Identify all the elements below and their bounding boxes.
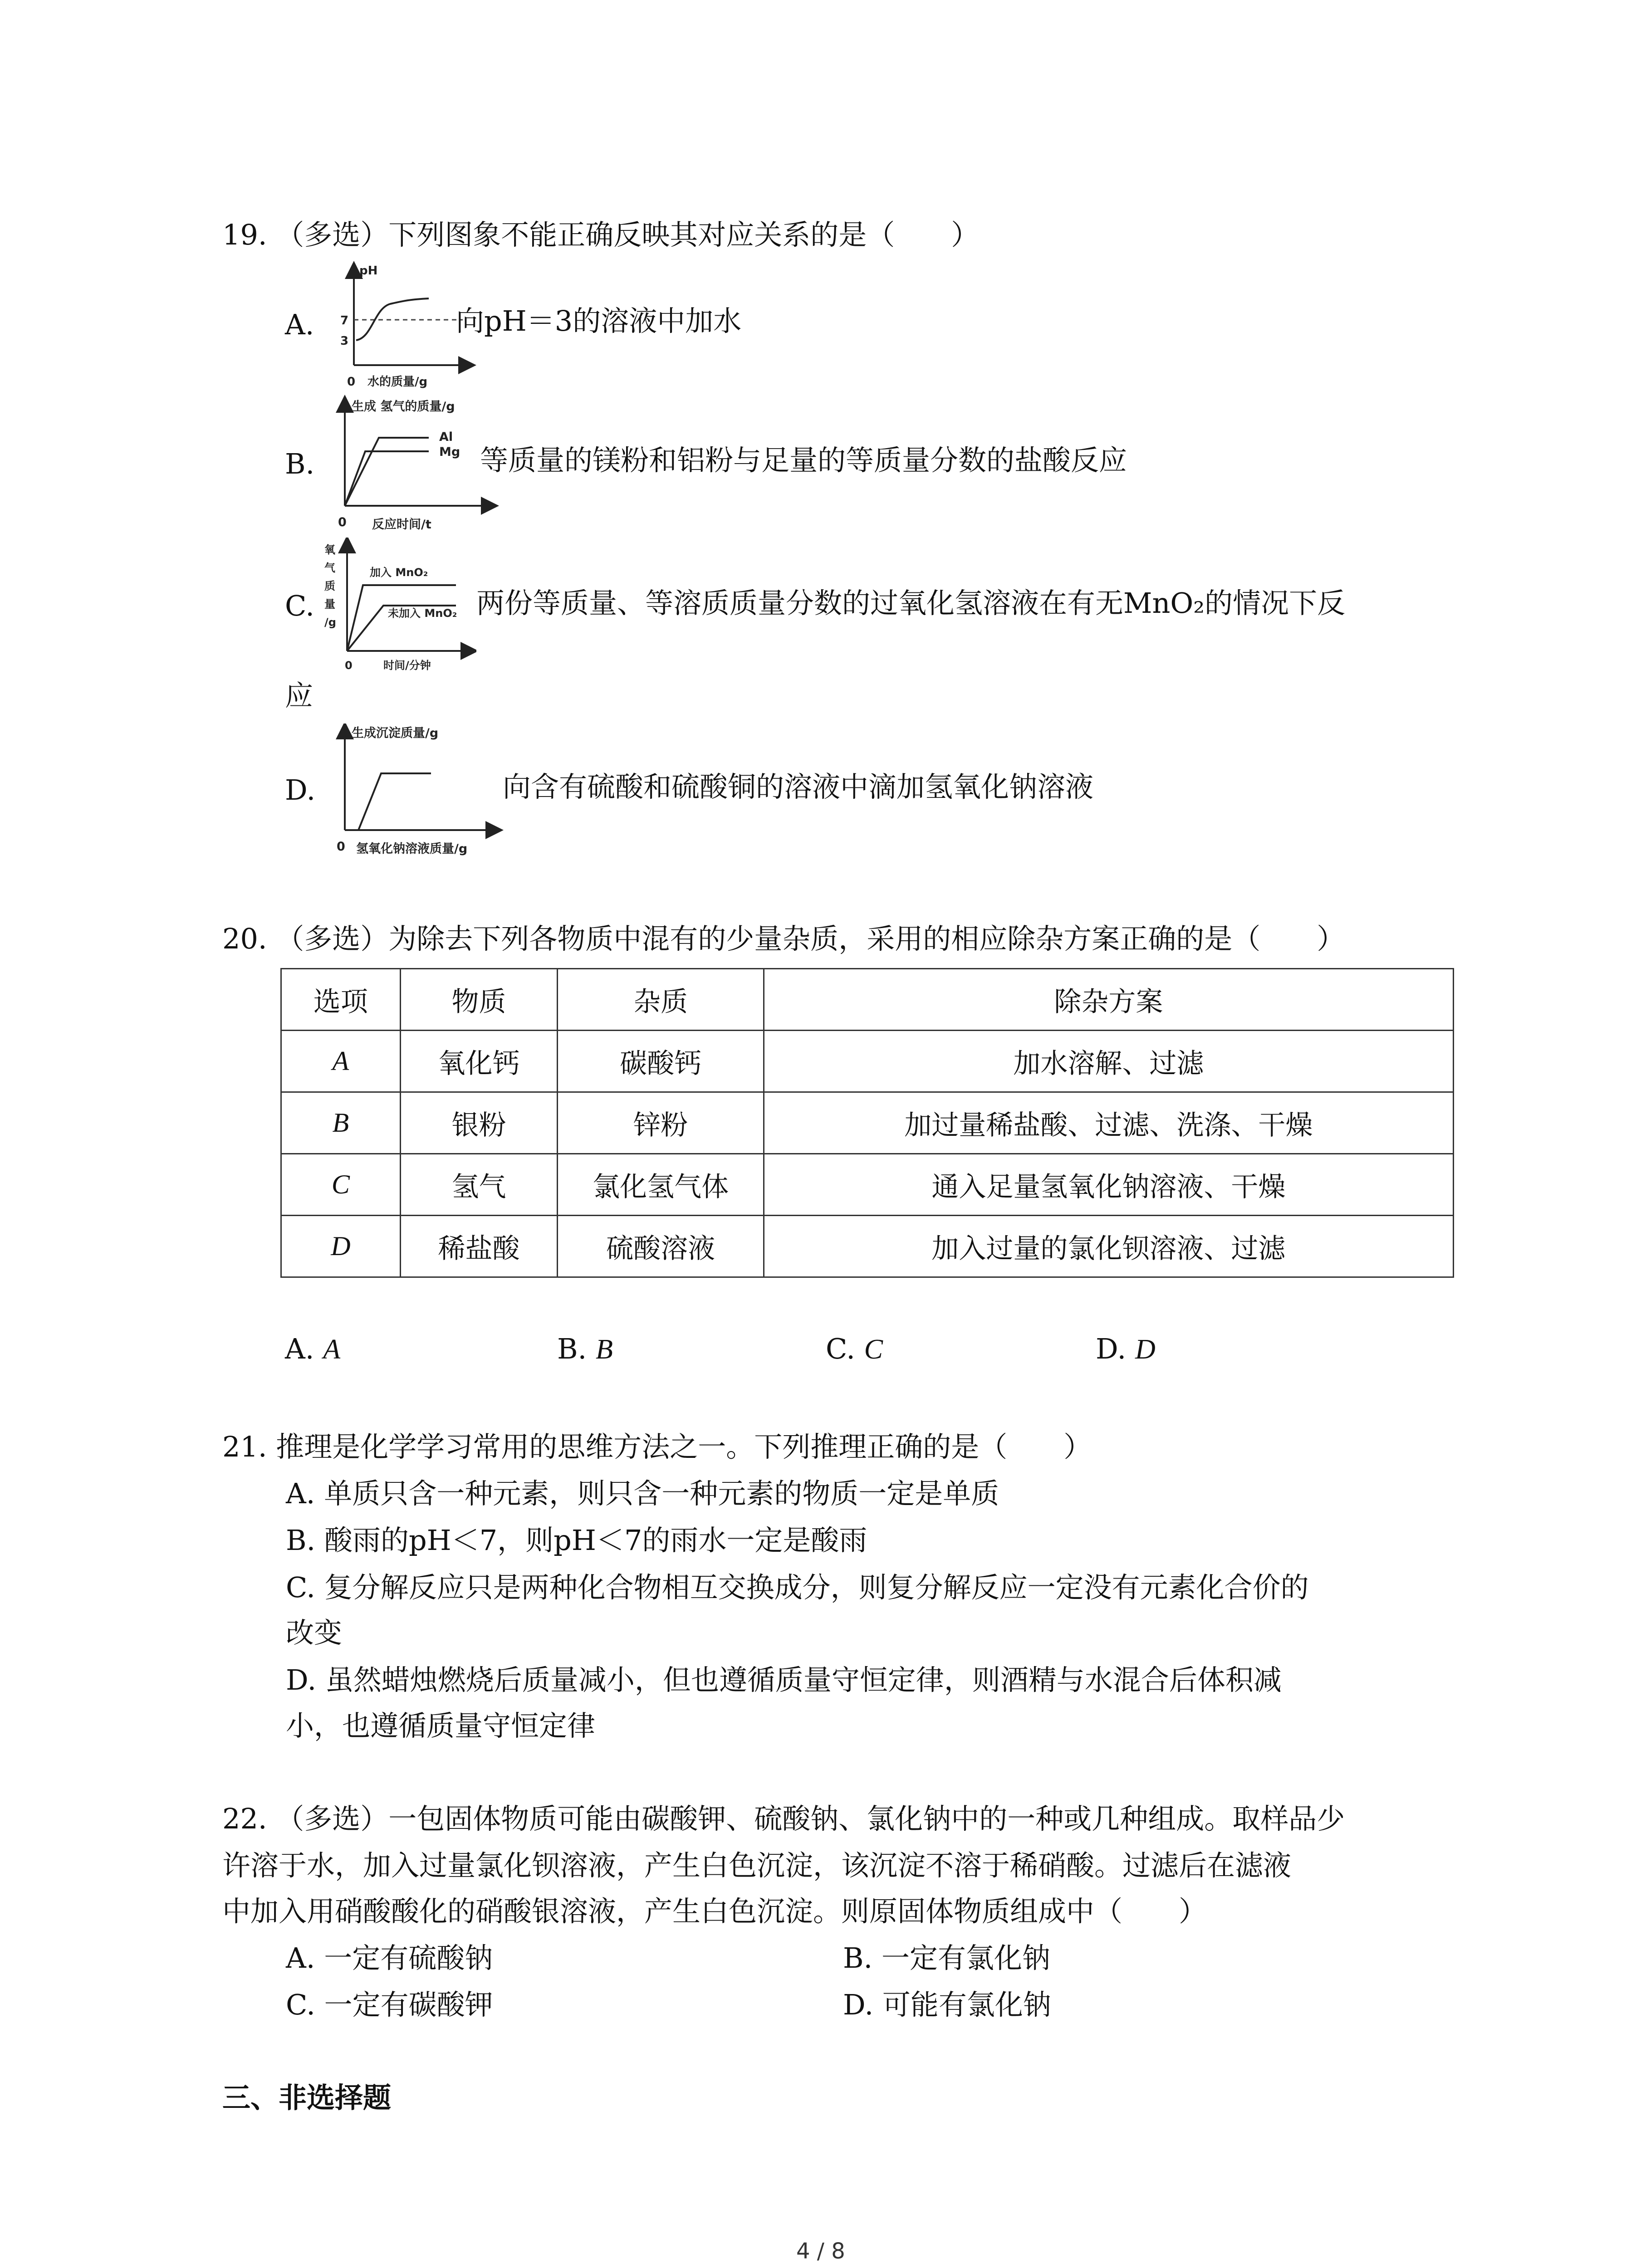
q19-option-b-label: B.: [285, 447, 315, 480]
q19-graph-a-ylabel: pH: [359, 264, 378, 278]
q20-row-d-option: D: [281, 1216, 401, 1277]
q19-graph-d-xlabel: 氢氧化钠溶液质量/g: [356, 842, 468, 856]
q20-header-impurity: 杂质: [558, 969, 764, 1031]
q20-row-c-impurity: 氯化氢气体: [558, 1154, 764, 1216]
q20-answer-d-label: D.: [1096, 1332, 1127, 1365]
q20-header-option: 选项: [281, 969, 401, 1031]
q19-graph-b-al: Al: [439, 430, 453, 444]
q19-graph-c-origin: 0: [345, 659, 353, 672]
q20-row-c-option: C: [281, 1154, 401, 1216]
q21-option-d-cont: 小，也遵循质量守恒定律: [286, 1709, 596, 1742]
q19-graph-d-ylabel: 生成沉淀质量/g: [352, 726, 439, 740]
q22-option-b[interactable]: B. 一定有氯化钠: [843, 1941, 1050, 1975]
q20-row-b-method: 加过量稀盐酸、过滤、洗涤、干燥: [764, 1092, 1453, 1154]
q19-option-b-text: 等质量的镁粉和铝粉与足量的等质量分数的盐酸反应: [480, 444, 1127, 477]
q22-option-d[interactable]: D. 可能有氯化钠: [843, 1988, 1051, 2021]
q20-stem: 20. （多选）为除去下列各物质中混有的少量杂质，采用的相应除杂方案正确的是（ ）: [222, 922, 1345, 955]
q20-table-header: [281, 969, 1454, 1031]
q20-row-a-substance: 氧化钙: [400, 1031, 558, 1092]
q21-option-d[interactable]: D. 虽然蜡烛燃烧后质量减小，但也遵循质量守恒定律，则酒精与水混合后体积减: [286, 1663, 1282, 1696]
q20-answer-a-label: A.: [285, 1332, 314, 1365]
q19-graph-a-origin: 0: [347, 375, 356, 389]
q22-option-a[interactable]: A. 一定有硫酸钠: [286, 1941, 493, 1975]
q22-stem-line3: 中加入用硝酸酸化的硝酸银溶液，产生白色沉淀。则原固体物质组成中（ ）: [222, 1895, 1207, 1928]
q20-row-c-substance: 氢气: [400, 1154, 558, 1216]
q19-graph-c-ylabel-2: 质: [324, 580, 335, 592]
q19-graph-b-xlabel: 反应时间/t: [372, 518, 431, 532]
q22-stem-line1: 22. （多选）一包固体物质可能由碳酸钾、硫酸钠、氯化钠中的一种或几种组成。取样品少: [222, 1802, 1345, 1835]
q19-graph-c-xlabel: 时间/分钟: [383, 659, 431, 672]
q20-answer-c[interactable]: [826, 1331, 883, 1368]
q19-option-d-text: 向含有硫酸和硫酸铜的溶液中滴加氢氧化钠溶液: [503, 770, 1094, 803]
q19-graph-c: [320, 538, 476, 676]
q19-graph-b-origin: 0: [338, 515, 347, 529]
q19-graph-c-ylabel-0: 氧: [324, 543, 335, 556]
q20-row-a-option: A: [281, 1031, 401, 1092]
q19-option-a-text: 向pH＝3的溶液中加水: [456, 304, 742, 337]
q19-graph-d: [331, 723, 508, 860]
q19-graph-c-line2: 未加入 MnO₂: [388, 607, 457, 620]
page-number: 4 / 8: [796, 2239, 845, 2264]
q19-graph-b-ylabel: 生成 氢气的质量/g: [352, 400, 455, 414]
q19-option-c-text: 两份等质量、等溶质质量分数的过氧化氢溶液在有无MnO₂的情况下反: [476, 587, 1346, 620]
q20-row-a-impurity: 碳酸钙: [558, 1031, 764, 1092]
q20-row-d-impurity: 硫酸溶液: [558, 1216, 764, 1277]
section-title: 三、非选择题: [222, 2081, 392, 2114]
q21-option-c-cont: 改变: [286, 1616, 343, 1649]
q19-graph-a-tick7: 7: [340, 314, 349, 327]
q19-stem: 19. （多选）下列图象不能正确反映其对应关系的是（ ）: [222, 218, 980, 251]
q20-answer-b[interactable]: [557, 1331, 613, 1368]
q19-graph-b-line-mg: [345, 451, 429, 506]
q19-graph-c-ylabel-4: /g: [324, 616, 336, 629]
q21-stem: 21. 推理是化学学习常用的思维方法之一。下列推理正确的是（ ）: [222, 1430, 1092, 1463]
table-row: [281, 1216, 1454, 1277]
q19-graph-a-curve: [356, 298, 429, 340]
table-row: [281, 1154, 1454, 1216]
q20-answer-d[interactable]: [1096, 1331, 1156, 1368]
q20-row-b-substance: 银粉: [400, 1092, 558, 1154]
q20-answer-b-value: B: [596, 1334, 613, 1365]
q22-option-c[interactable]: C. 一定有碳酸钾: [286, 1988, 493, 2021]
table-row: [281, 1092, 1454, 1154]
q20-row-a-method: 加水溶解、过滤: [764, 1031, 1453, 1092]
q20-answer-c-label: C.: [826, 1332, 855, 1365]
q19-graph-b: [331, 395, 504, 535]
q19-graph-c-line1: 加入 MnO₂: [370, 566, 428, 579]
q19-option-c-cont: 应: [285, 679, 314, 712]
q20-row-d-substance: 稀盐酸: [400, 1216, 558, 1277]
q19-graph-a-xlabel: 水的质量/g: [367, 375, 428, 389]
q19-graph-d-origin: 0: [337, 840, 345, 854]
q22-stem-line2: 许溶于水，加入过量氯化钡溶液，产生白色沉淀，该沉淀不溶于稀硝酸。过滤后在滤液: [222, 1849, 1292, 1882]
q20-row-c-method: 通入足量氢氧化钠溶液、干燥: [764, 1154, 1453, 1216]
q20-row-b-option: B: [281, 1092, 401, 1154]
q19-graph-a-tick3: 3: [340, 334, 349, 348]
q19-graph-d-curve: [358, 773, 431, 830]
q19-graph-c-ylabel-1: 气: [324, 562, 335, 574]
q19-graph-b-mg: Mg: [439, 445, 460, 459]
q19-option-d-label: D.: [285, 773, 316, 807]
q20-answer-a[interactable]: [285, 1331, 340, 1368]
q19-option-c-label: C.: [285, 589, 314, 622]
q20-row-b-impurity: 锌粉: [558, 1092, 764, 1154]
q21-option-b[interactable]: B. 酸雨的pH＜7，则pH＜7的雨水一定是酸雨: [286, 1524, 867, 1557]
q21-option-c[interactable]: C. 复分解反应只是两种化合物相互交换成分，则复分解反应一定没有元素化合价的: [286, 1571, 1309, 1604]
q19-option-a-label: A.: [285, 308, 314, 341]
q19-graph-c-ylabel-3: 量: [324, 598, 335, 611]
table-row: [281, 1031, 1454, 1092]
q20-answer-d-value: D: [1135, 1334, 1156, 1365]
q20-answer-a-value: A: [323, 1334, 341, 1365]
q20-header-substance: 物质: [400, 969, 558, 1031]
q20-header-method: 除杂方案: [764, 969, 1453, 1031]
q20-answer-c-value: C: [864, 1334, 883, 1365]
q20-row-d-method: 加入过量的氯化钡溶液、过滤: [764, 1216, 1453, 1277]
q20-answer-b-label: B.: [557, 1332, 587, 1365]
q21-option-a[interactable]: A. 单质只含一种元素，则只含一种元素的物质一定是单质: [286, 1477, 999, 1510]
q20-table: [280, 968, 1454, 1278]
